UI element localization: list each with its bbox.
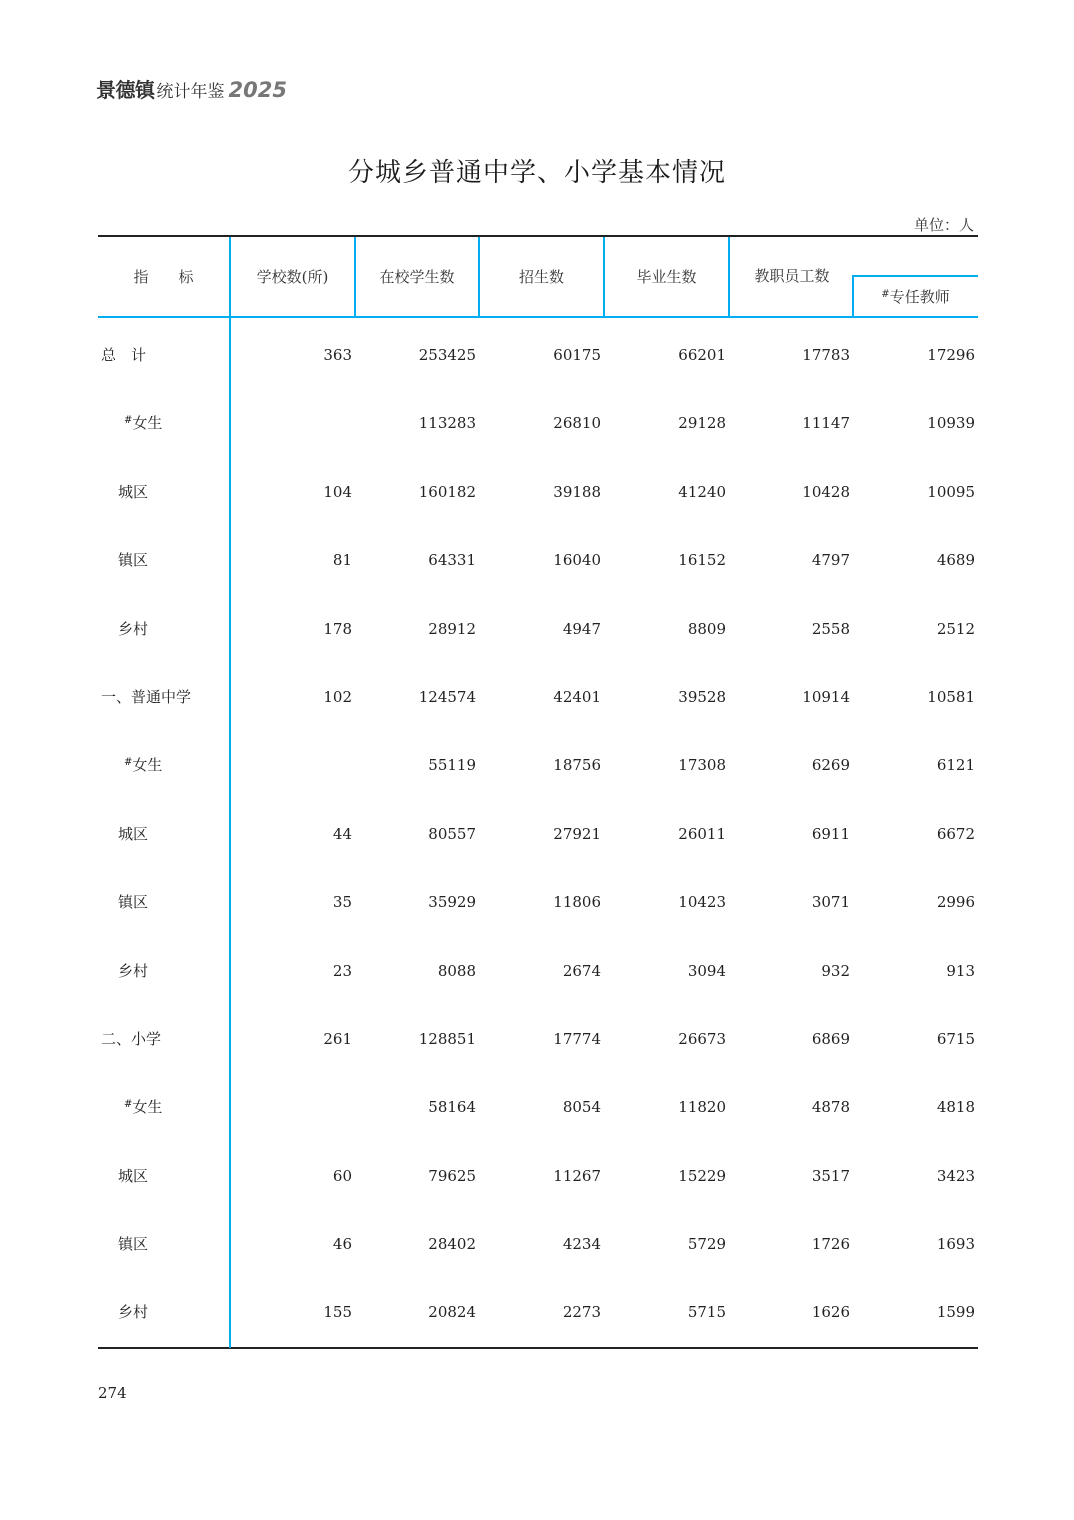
table-row <box>98 595 978 663</box>
cell-enrolled: 80557 <box>428 824 476 843</box>
cell-admissions: 26810 <box>553 414 601 433</box>
table-row <box>98 937 978 1005</box>
row-label <box>118 1278 148 1346</box>
row-label-text: 女生 <box>132 414 163 433</box>
cell-teachers: 1693 <box>936 1235 975 1254</box>
row-label <box>118 458 148 526</box>
header-admissions: 招生数 <box>518 268 564 286</box>
cell-teachers: 10581 <box>927 687 975 706</box>
cell-schools: 155 <box>323 1303 352 1322</box>
cell-teachers: 10095 <box>927 482 975 501</box>
row-label <box>124 731 162 799</box>
cell-graduates: 26011 <box>678 824 726 843</box>
cell-enrolled: 124574 <box>418 687 476 706</box>
header-graduates: 毕业生数 <box>636 268 697 286</box>
cell-admissions: 4234 <box>562 1235 601 1254</box>
row-label <box>118 937 148 1005</box>
cell-staff: 1626 <box>811 1303 850 1322</box>
cell-teachers: 2996 <box>936 893 975 912</box>
row-label <box>124 389 162 457</box>
cell-graduates: 66201 <box>678 346 726 364</box>
cell-admissions: 11267 <box>553 1166 601 1185</box>
row-label-text: 镇区 <box>118 1235 149 1254</box>
cell-enrolled: 35929 <box>428 893 476 912</box>
cell-staff: 17783 <box>802 346 850 364</box>
cell-graduates: 17308 <box>678 756 726 775</box>
cell-enrolled: 113283 <box>418 414 476 433</box>
cell-schools: 35 <box>332 893 352 912</box>
table-row <box>98 1278 978 1346</box>
cell-teachers: 17296 <box>927 346 975 364</box>
cell-admissions: 60175 <box>553 346 601 364</box>
cell-enrolled: 28402 <box>428 1235 476 1254</box>
table-row <box>98 526 978 594</box>
row-label-text: 乡村 <box>118 961 149 980</box>
cell-teachers: 6121 <box>936 756 975 775</box>
cell-schools: 102 <box>323 687 352 706</box>
table-row <box>98 731 978 799</box>
cell-enrolled: 160182 <box>418 482 476 501</box>
cell-graduates: 5729 <box>687 1235 726 1254</box>
cell-staff: 4797 <box>811 551 850 570</box>
brand-name: 景德镇 <box>96 78 155 102</box>
cell-enrolled: 79625 <box>428 1166 476 1185</box>
cell-admissions: 16040 <box>553 551 601 570</box>
cell-graduates: 15229 <box>678 1166 726 1185</box>
table-row <box>98 1073 978 1141</box>
cell-enrolled: 20824 <box>428 1303 476 1322</box>
cell-graduates: 39528 <box>678 687 726 706</box>
cell-schools: 23 <box>332 961 352 980</box>
table-row <box>98 389 978 457</box>
table-row <box>98 1142 978 1210</box>
cell-teachers: 4689 <box>936 551 975 570</box>
row-label <box>118 800 148 868</box>
row-label-text: 一、普通中学 <box>101 687 192 706</box>
row-label-text: 女生 <box>132 756 163 775</box>
page-number: 274 <box>98 1384 127 1402</box>
row-label <box>118 1210 148 1278</box>
cell-staff: 6869 <box>811 1029 850 1048</box>
header-teachers <box>853 277 978 316</box>
table-row <box>98 800 978 868</box>
cell-teachers: 6672 <box>936 824 975 843</box>
cell-graduates: 41240 <box>678 482 726 501</box>
cell-enrolled: 128851 <box>418 1029 476 1048</box>
cell-staff: 6269 <box>811 756 850 775</box>
cell-teachers: 10939 <box>927 414 975 433</box>
cell-staff: 4878 <box>811 1098 850 1117</box>
cell-schools: 104 <box>323 482 352 501</box>
footnote-mark: # <box>881 289 890 300</box>
cell-teachers: 1599 <box>936 1303 975 1322</box>
footnote-mark: # <box>124 415 133 427</box>
table-row <box>98 663 978 731</box>
cell-staff: 3517 <box>811 1166 850 1185</box>
cell-graduates: 8809 <box>687 619 726 638</box>
yearbook-brand <box>96 74 287 104</box>
cell-graduates: 3094 <box>687 961 726 980</box>
cell-enrolled: 64331 <box>428 551 476 570</box>
cell-staff: 932 <box>821 961 850 980</box>
cell-staff: 10428 <box>802 482 850 501</box>
footnote-mark: # <box>124 1099 133 1111</box>
row-label <box>124 1073 162 1141</box>
row-label <box>101 1005 161 1073</box>
cell-teachers: 4818 <box>936 1098 975 1117</box>
page-title: 分城乡普通中学、小学基本情况 <box>347 158 726 188</box>
cell-admissions: 11806 <box>553 893 601 912</box>
table-row <box>98 458 978 526</box>
cell-enrolled: 28912 <box>428 619 476 638</box>
cell-admissions: 42401 <box>553 687 601 706</box>
row-label-text: 镇区 <box>118 893 149 912</box>
brand-subtitle: 统计年鉴 <box>156 82 225 102</box>
row-label-text: 女生 <box>132 1098 163 1117</box>
row-label <box>118 868 148 936</box>
cell-teachers: 2512 <box>936 619 975 638</box>
header-indicator: 指 标 <box>133 268 194 286</box>
cell-graduates: 10423 <box>678 893 726 912</box>
cell-admissions: 2674 <box>562 961 601 980</box>
row-label-text: 总 计 <box>101 346 147 364</box>
cell-staff: 3071 <box>811 893 850 912</box>
table-row <box>98 1005 978 1073</box>
row-label <box>101 663 191 731</box>
cell-schools: 46 <box>332 1235 352 1254</box>
row-label <box>118 526 148 594</box>
cell-schools: 178 <box>323 619 352 638</box>
brand-year: 2025 <box>228 78 287 102</box>
cell-teachers: 6715 <box>936 1029 975 1048</box>
row-label-text: 二、小学 <box>101 1029 162 1048</box>
cell-admissions: 27921 <box>553 824 601 843</box>
cell-admissions: 2273 <box>562 1303 601 1322</box>
table-row <box>98 1210 978 1278</box>
unit-label: 单位：人 <box>913 216 974 234</box>
cell-graduates: 26673 <box>678 1029 726 1048</box>
cell-admissions: 17774 <box>553 1029 601 1048</box>
row-label-text: 城区 <box>118 1166 149 1185</box>
cell-graduates: 29128 <box>678 414 726 433</box>
header-enrolled: 在校学生数 <box>379 268 455 286</box>
cell-admissions: 8054 <box>562 1098 601 1117</box>
cell-graduates: 5715 <box>687 1303 726 1322</box>
table-row <box>98 321 978 389</box>
row-label-text: 城区 <box>118 824 149 843</box>
table-row <box>98 868 978 936</box>
cell-staff: 1726 <box>811 1235 850 1254</box>
cell-enrolled: 253425 <box>418 346 476 364</box>
header-schools: 学校数(所) <box>256 268 329 286</box>
header-staff: 教职员工数 <box>754 266 830 285</box>
cell-schools: 44 <box>332 824 352 843</box>
cell-enrolled: 55119 <box>428 756 476 775</box>
cell-schools: 60 <box>332 1166 352 1185</box>
cell-staff: 10914 <box>802 687 850 706</box>
row-label-text: 镇区 <box>118 551 149 570</box>
cell-staff: 2558 <box>811 619 850 638</box>
cell-teachers: 913 <box>946 961 975 980</box>
cell-admissions: 18756 <box>553 756 601 775</box>
row-label-text: 乡村 <box>118 1303 149 1322</box>
cell-enrolled: 58164 <box>428 1098 476 1117</box>
cell-admissions: 4947 <box>562 619 601 638</box>
footnote-mark: # <box>124 757 133 769</box>
cell-staff: 6911 <box>811 824 850 843</box>
header-teachers-label: 专任教师 <box>889 288 950 306</box>
row-label <box>118 595 148 663</box>
table-body <box>98 321 978 1347</box>
cell-staff: 11147 <box>802 414 850 433</box>
cell-schools: 81 <box>332 551 352 570</box>
cell-graduates: 11820 <box>678 1098 726 1117</box>
cell-graduates: 16152 <box>678 551 726 570</box>
cell-enrolled: 8088 <box>437 961 476 980</box>
cell-admissions: 39188 <box>553 482 601 501</box>
row-label-text: 城区 <box>118 482 149 501</box>
row-label <box>101 321 146 389</box>
row-label <box>118 1142 148 1210</box>
cell-schools: 261 <box>323 1029 352 1048</box>
row-label-text: 乡村 <box>118 619 149 638</box>
cell-schools: 363 <box>323 346 352 364</box>
cell-teachers: 3423 <box>936 1166 975 1185</box>
